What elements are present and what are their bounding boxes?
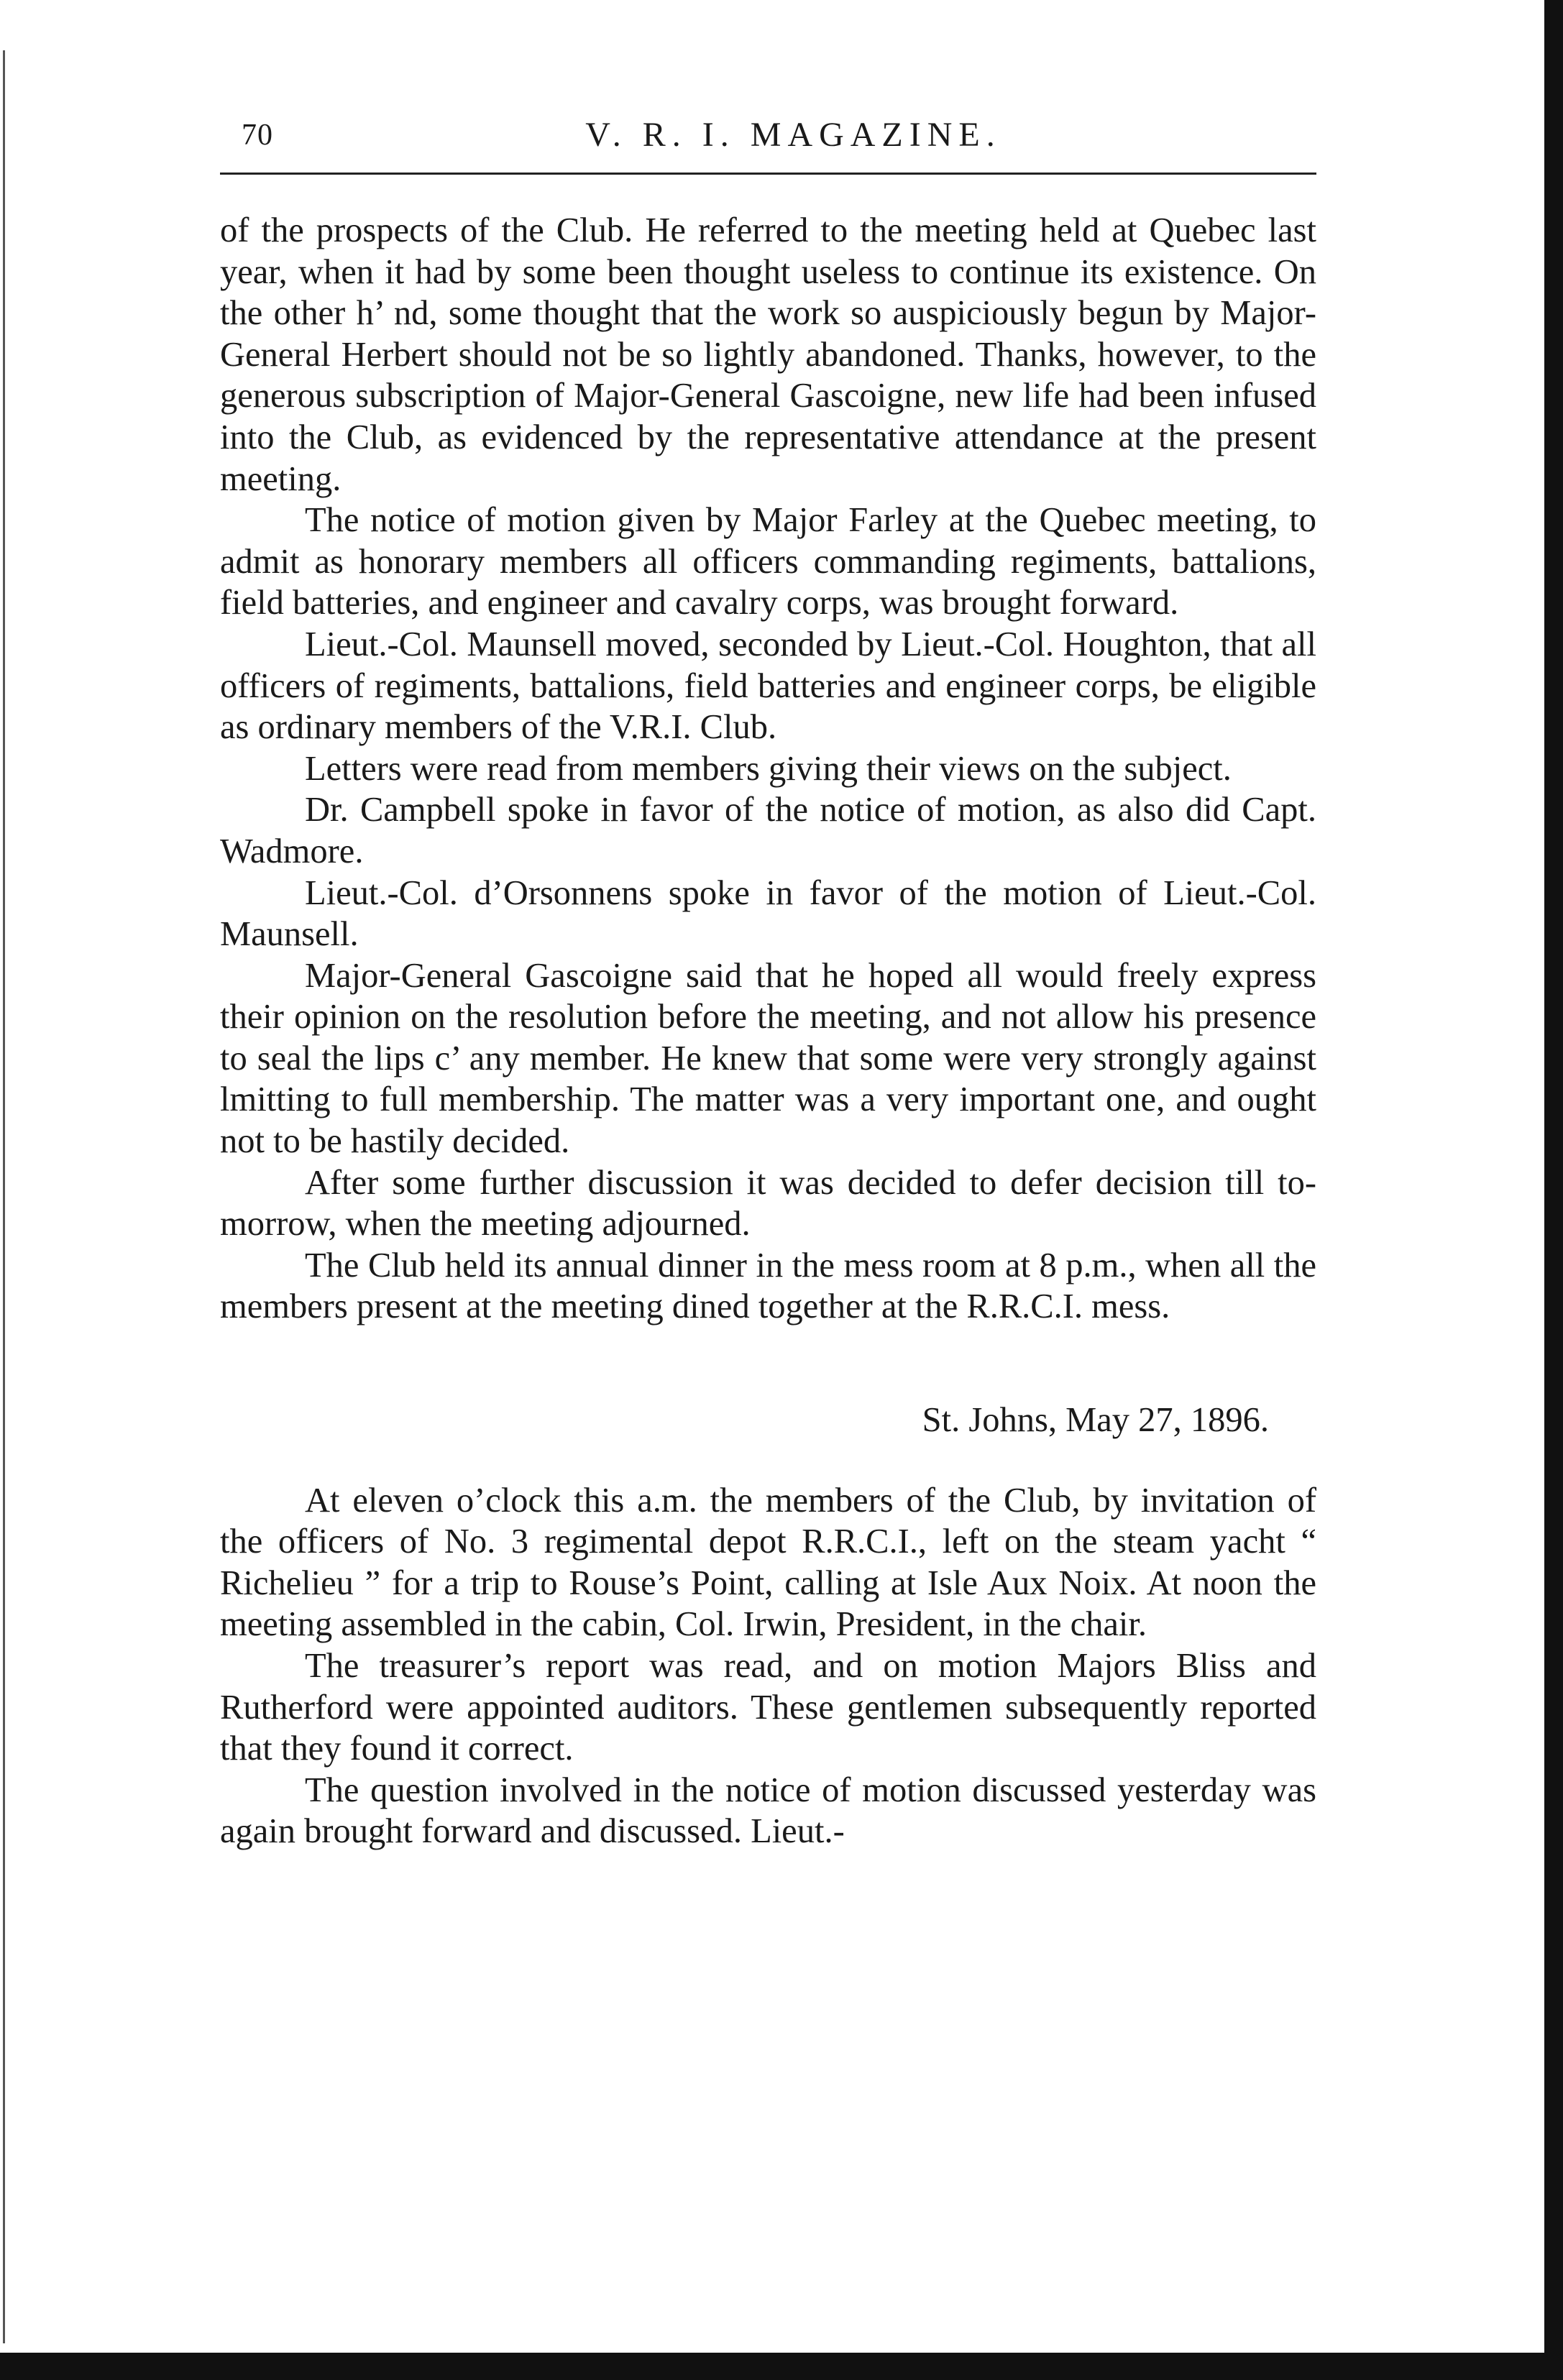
paragraph: At eleven o’clock this a.m. the members of the Club, by invitation of the officers of No. 3 regimental depot R.R.C.I., left on the steam yacht “ Richelieu ” for a trip to Rouse’s Point, calling at Isle Aux Noix. At noon the meeting assembled in the cabin, Col. Irwin, President, in the chair. xyxy=(220,1481,1316,1644)
paragraph: After some further discussion it was decided to defer decision till to-morrow, when the meeting adjourned. xyxy=(220,1163,1316,1244)
scan-right-edge xyxy=(1544,0,1563,2380)
running-head xyxy=(220,112,1316,162)
paragraph: The notice of motion given by Major Farley at the Quebec meeting, to admit as honorary members all officers commanding regiments, battalions, field batteries, and engineer and cavalry corps, was brought forward. xyxy=(220,501,1316,622)
paragraph: Lieut.-Col. Maunsell moved, seconded by Lieut.-Col. Houghton, that all officers of regiments, battalions, field batteries and engineer corps, be eligible as ordinary members of the V.R.I. Club. xyxy=(220,625,1316,747)
paragraph: Lieut.-Col. d’Orsonnens spoke in favor of the motion of Lieut.-Col. Maunsell. xyxy=(220,873,1316,954)
paragraph: Dr. Campbell spoke in favor of the notice of motion, as also did Capt. Wadmore. xyxy=(220,791,1316,870)
magazine-title: V. R. I. MAGAZINE. xyxy=(585,116,1001,154)
page-number: 70 xyxy=(242,119,273,152)
scan-left-edge xyxy=(3,50,5,2343)
paragraph: The Club held its annual dinner in the mess room at 8 p.m., when all the members present at the meeting dined together at the R.R.C.I. mess. xyxy=(220,1246,1316,1326)
dateline: St. Johns, May 27, 1896. xyxy=(922,1401,1269,1440)
paragraph-continuation: of the prospects of the Club. He referred to the meeting held at Quebec last year, when it had by some been thought useless to continue its existence. On the other h’ nd, some thought that the work so auspiciously begun by Major-General Herbert should not be so lightly abandoned. Thanks, however, to the generous subscription of Major-General Gascoigne, new life had been infused into the Club, as evidenced by the representative attendance at the present meeting. xyxy=(220,211,1316,498)
article-body xyxy=(220,210,1316,1852)
paragraph: Major-General Gascoigne said that he hoped all would freely express their opinion on the resolution before the meeting, and not allow his presence to seal the lips c’ any member. He knew that some were very strongly against lmitting to full membership. The matter was a very important one, and ought not to be hastily decided. xyxy=(220,956,1316,1161)
paragraph: The treasurer’s report was read, and on motion Majors Bliss and Rutherford were appointed auditors. These gentlemen subsequently reported that they found it correct. xyxy=(220,1647,1316,1768)
header-rule xyxy=(220,173,1316,175)
scan-bottom-edge xyxy=(0,2353,1563,2380)
paragraph: Letters were read from members giving their views on the subject. xyxy=(305,749,1232,788)
paragraph: The question involved in the notice of motion discussed yesterday was again brought forward and discussed. Lieut.- xyxy=(220,1770,1316,1851)
